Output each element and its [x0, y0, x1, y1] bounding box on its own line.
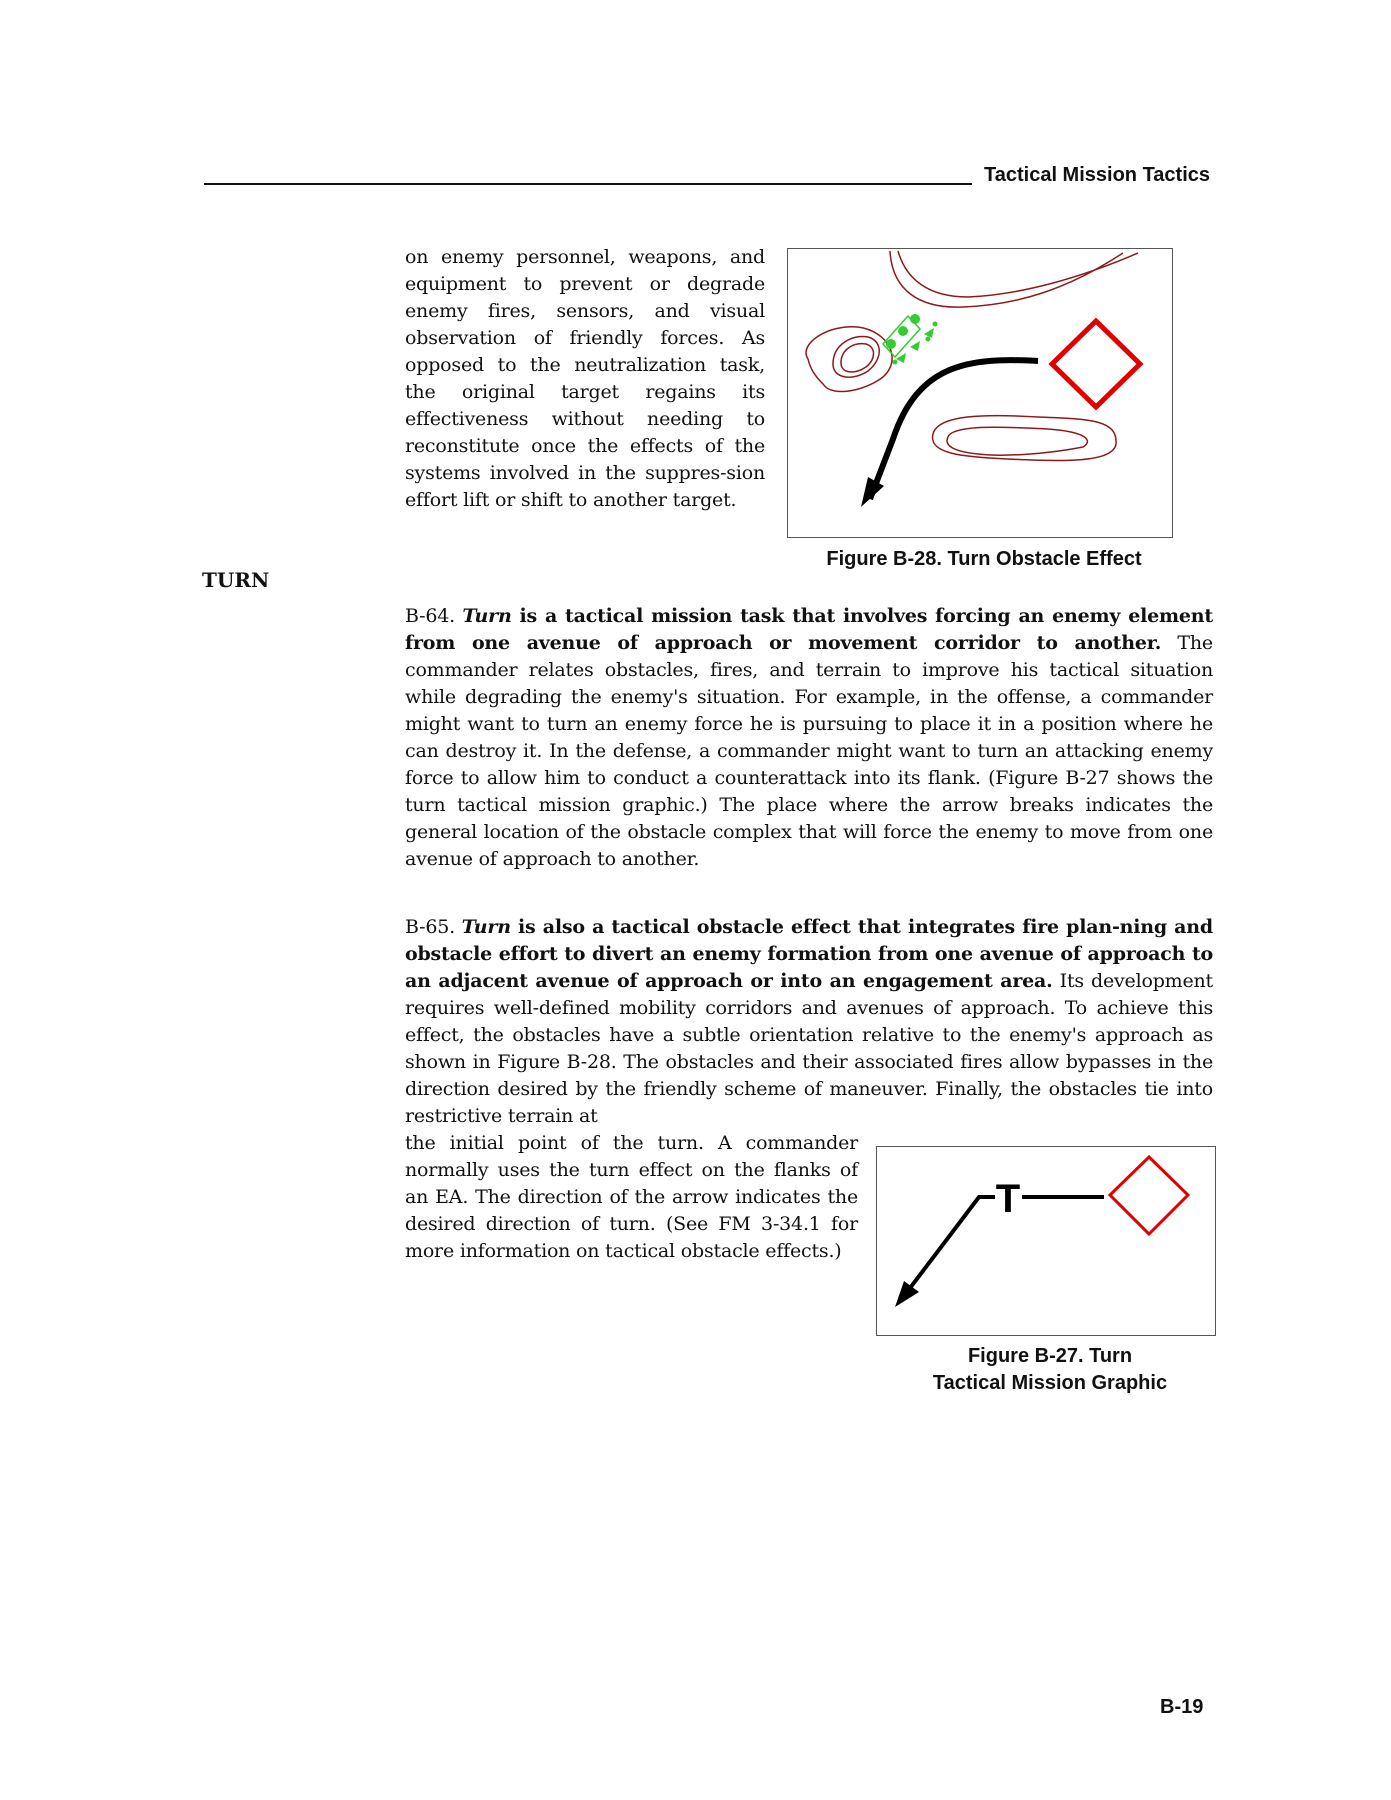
enemy-diamond	[1110, 1157, 1188, 1234]
para-text: Its development requires well-defined mobility corridors and avenues of approach. To achieve this effect, the obstacles have a subtle orientation relative to the enemy's approach as shown in Figure B-28. The obstacles and their associated fires allow bypasses in the direction desired by the friendly scheme of maneuver. Finally, the obstacles tie into restrictive terrain at	[405, 970, 1213, 1127]
header-rule	[204, 183, 972, 185]
enemy-diamond	[1052, 321, 1140, 407]
header-title: Tactical Mission Tactics	[984, 164, 1211, 186]
term: Turn	[462, 605, 512, 627]
definition: is also a tactical obstacle effect that integrates fire plan-ning and obstacle effort to divert an enemy formation from one avenue of approach to an adjacent avenue of approach or into an engagement area.	[405, 916, 1213, 992]
figure-b27	[876, 1146, 1216, 1336]
paragraph-b64	[405, 603, 1213, 873]
terrain-contour	[890, 251, 1123, 307]
terrain-contour	[898, 251, 1138, 297]
term: Turn	[461, 916, 511, 938]
arrow-head	[861, 477, 884, 507]
figure-b28	[787, 248, 1173, 538]
caption-line: Tactical Mission Graphic	[932, 1372, 1168, 1394]
section-heading: TURN	[202, 568, 270, 592]
definition: is a tactical mission task that involves forcing an enemy element from one avenue of approach or movement corridor to another.	[405, 605, 1213, 654]
figure-b28-caption: Figure B-28. Turn Obstacle Effect	[826, 548, 1142, 570]
arrow-head	[895, 1281, 919, 1307]
terrain-contour	[947, 427, 1087, 455]
terrain-contour	[806, 327, 892, 392]
intro-paragraph: on enemy personnel, weapons, and equipment to prevent or degrade enemy fires, sensors, and visual observation of friendly forces. As opposed to the neutralization task, the original target regains its effectiveness without needing to reconstitute once the effects of the systems involved in the suppres-sion effort lift or shift to another target.	[405, 246, 765, 511]
page-number: B-19	[1160, 1696, 1204, 1718]
turn-label: T	[995, 1177, 1021, 1221]
para-number: B-64.	[405, 605, 463, 627]
paragraph-b65	[405, 914, 1213, 1130]
terrain-contour	[841, 344, 874, 372]
para-text: The commander relates obstacles, fires, and terrain to improve his tactical situation while degrading the enemy's situation. For example, in the offense, a commander might want to turn an enemy force he is pursuing to place it in a position where he can destroy it. In the defense, a commander might want to turn an attacking enemy force to allow him to conduct a counterattack into its flank. (Figure B-27 shows the turn tactical mission graphic.) The place where the arrow breaks indicates the general location of the obstacle complex that will force the enemy to move from one avenue of approach to another.	[405, 632, 1213, 870]
obstacle-group	[883, 314, 938, 365]
turn-arrow	[870, 360, 1038, 499]
para-number: B-65.	[405, 916, 462, 938]
paragraph-b65-continued: the initial point of the turn. A commander normally uses the turn effect on the flanks of an EA. The direction of the arrow indicates the desired direction of turn. (See FM 3-34.1 for more information on tactical obstacle effects.)	[405, 1132, 858, 1262]
caption-line: Figure B-27. Turn	[967, 1345, 1133, 1367]
figure-b27-caption	[885, 1343, 1215, 1397]
